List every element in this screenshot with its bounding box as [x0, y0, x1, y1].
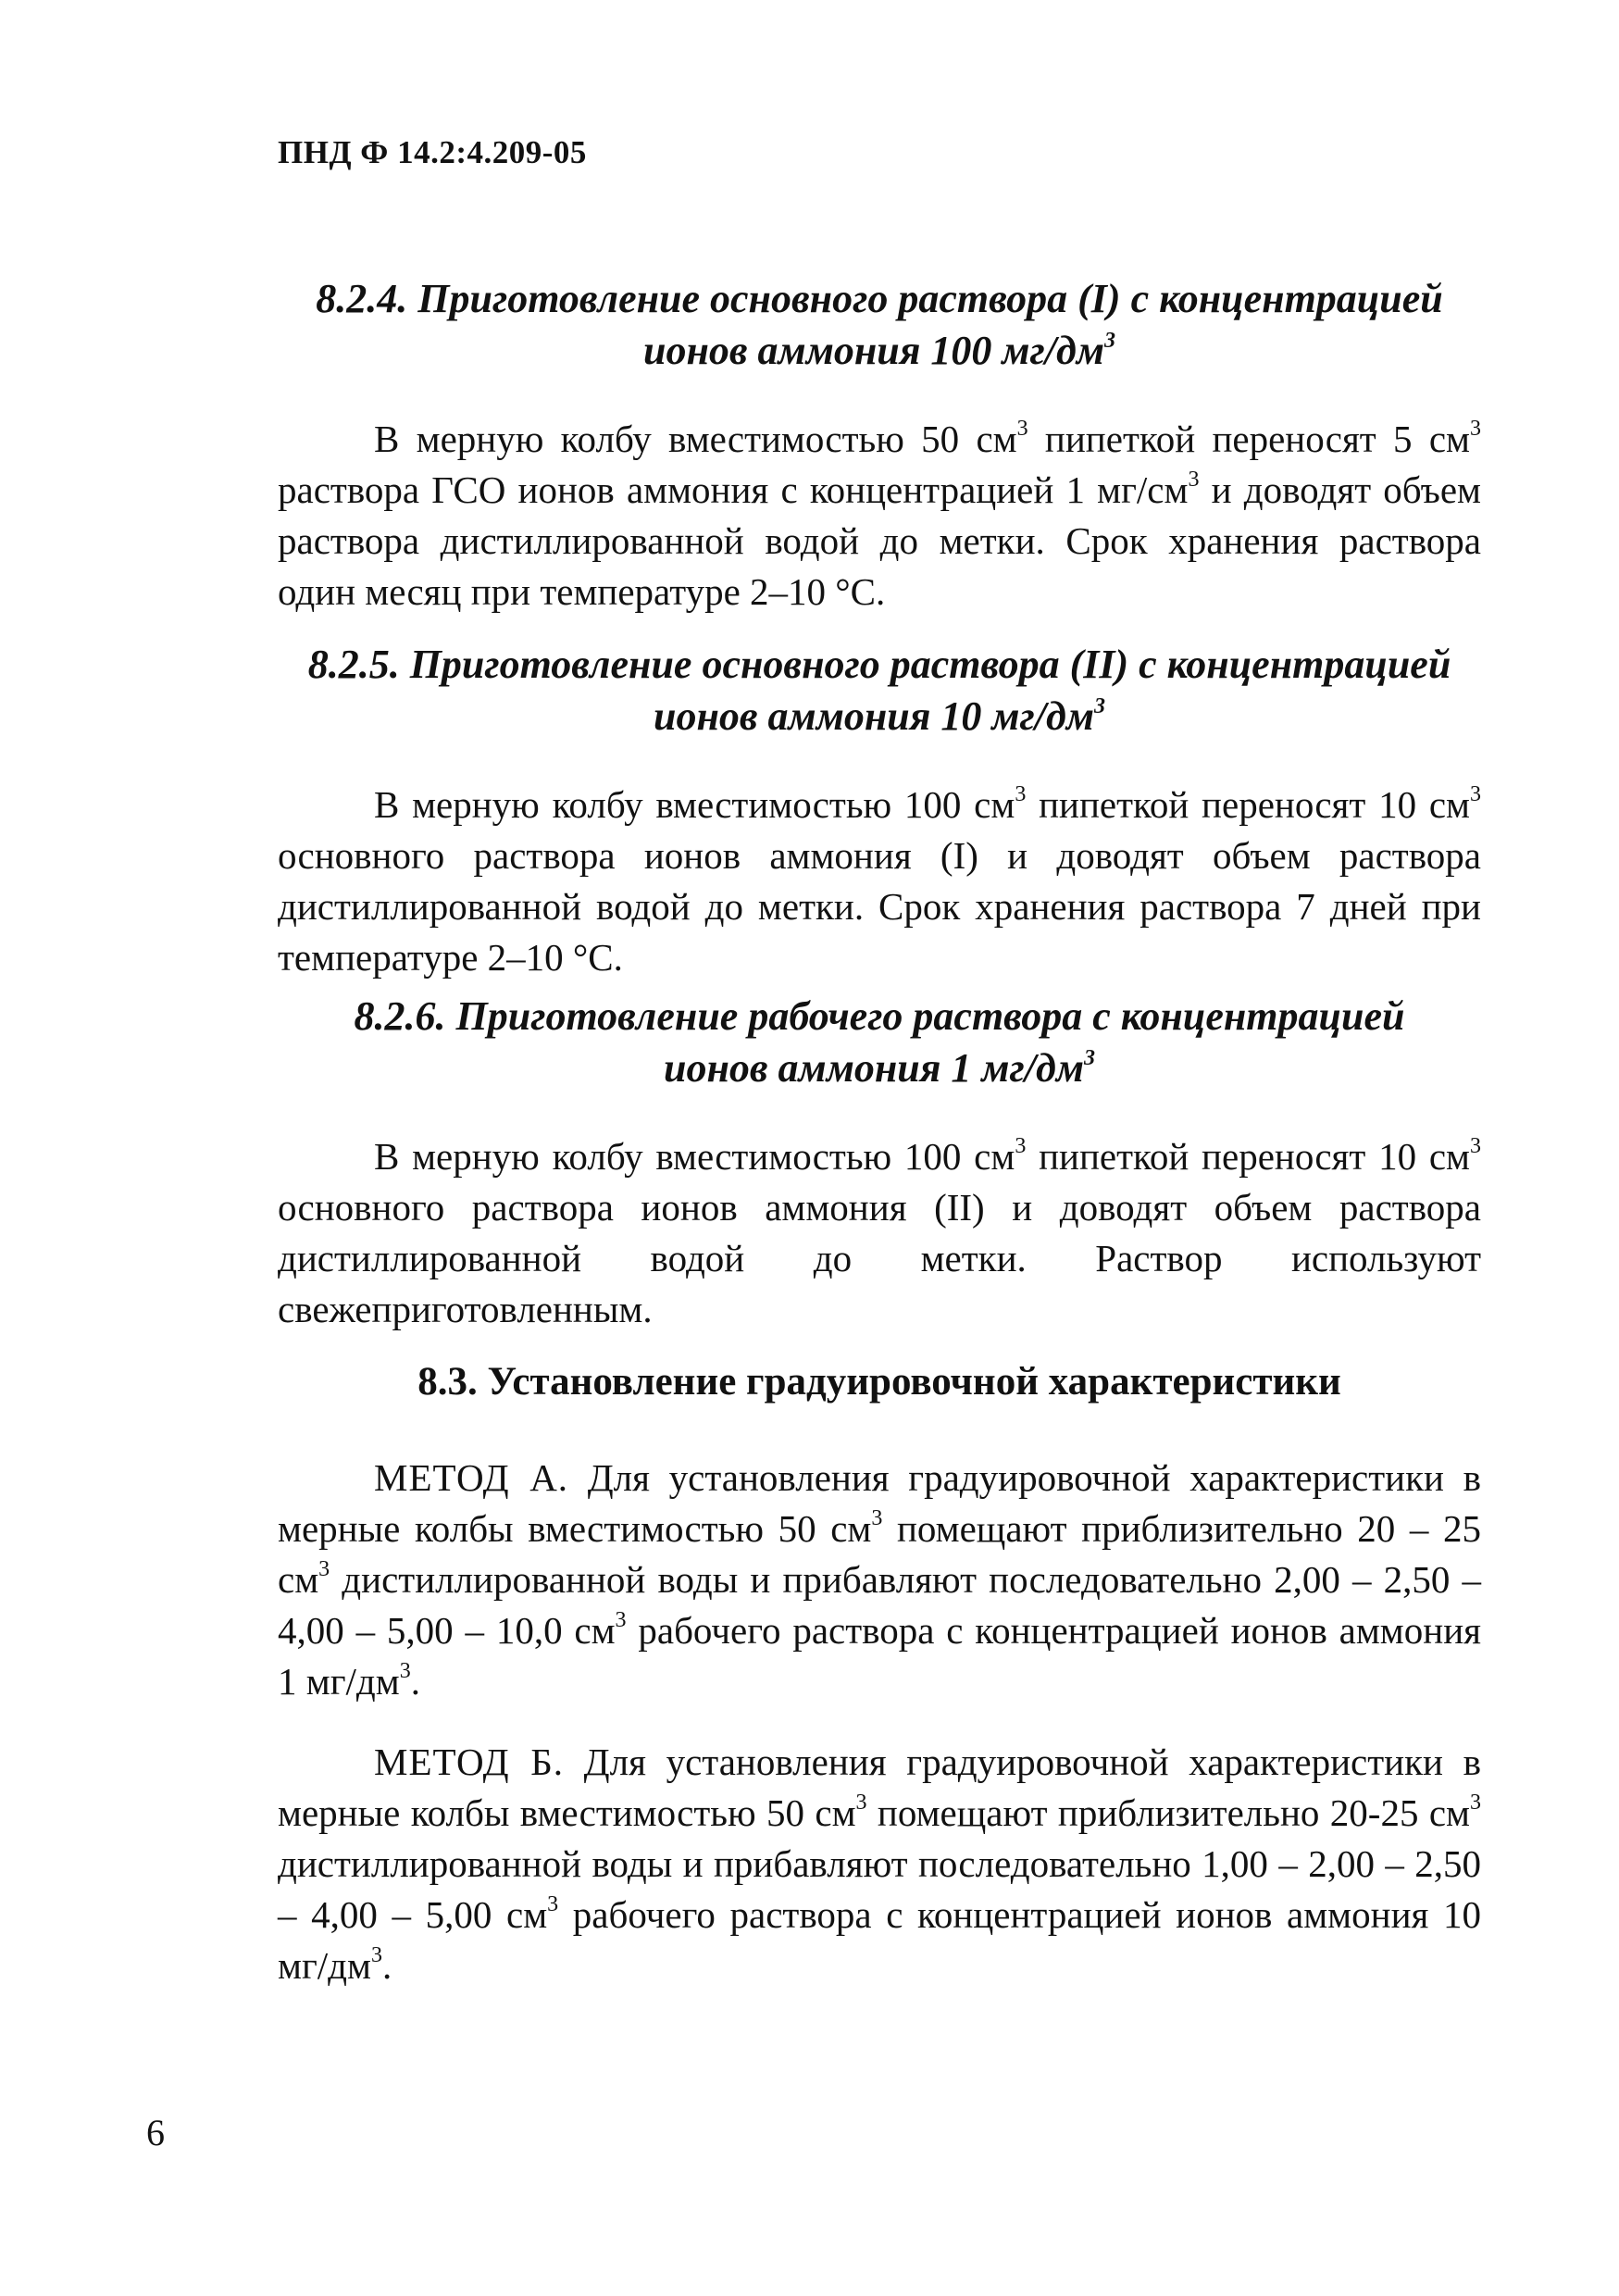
- section-heading: [278, 639, 1481, 742]
- document-code: ПНД Ф 14.2:4.209-05: [278, 134, 587, 170]
- text-run: и доводят объем раствора дистиллированной водой до метки. Срок хранения раствора один месяц при температуре 2–10 °С.: [278, 468, 1481, 613]
- section-number: 8.2.6.: [354, 993, 446, 1039]
- text-run: рабочего раствора с концентрацией ионов аммония 10 мг/дм: [278, 1893, 1481, 1987]
- superscript: 3: [1469, 1134, 1481, 1158]
- paragraph: [278, 780, 1481, 983]
- text-run: .: [381, 1944, 392, 1987]
- text-run: В мерную колбу вместимостью 100 см: [374, 783, 1015, 826]
- section-number: 8.2.4.: [316, 276, 408, 321]
- paragraph-method-a: [278, 1453, 1481, 1707]
- superscript: 3: [370, 1943, 382, 1967]
- section-heading: [278, 273, 1481, 377]
- section-8-2-5: [278, 639, 1481, 983]
- text-run: Для установления градуировочной характеристики в мерные колбы вместимостью 50 см: [278, 1456, 1481, 1550]
- text-run: дистиллированной воды и прибавляют последовательно 1,00 – 2,00 – 2,50 – 4,00 – 5,00 см: [278, 1842, 1481, 1936]
- text-run: В мерную колбу вместимостью 100 см: [374, 1135, 1015, 1178]
- section-number: 8.2.5.: [307, 642, 400, 687]
- text-run: помещают приблизительно 20 – 25 см: [278, 1507, 1481, 1601]
- text-run: Для установления градуировочной характеристики в мерные колбы вместимостью 50 см: [278, 1741, 1481, 1834]
- section-title-line1: Приготовление рабочего раствора с концентрацией: [455, 993, 1405, 1039]
- text-run: пипеткой переносят 10 см: [1026, 783, 1470, 826]
- text-run: дистиллированной воды и прибавляют последовательно 2,00 – 2,50 – 4,00 – 5,00 – 10,0 см: [278, 1558, 1481, 1652]
- text-run: основного раствора ионов аммония (I) и доводят объем раствора дистиллированной водой до метки. Срок хранения раствора 7 дней при температуре 2–10 °С.: [278, 834, 1481, 979]
- superscript: 3: [1015, 1134, 1027, 1158]
- text-run: раствора ГСО ионов аммония с концентрацией 1 мг/см: [278, 468, 1189, 511]
- section-8-2-4: [278, 273, 1481, 618]
- section-heading: [278, 991, 1481, 1094]
- section-heading: 8.3. Установление градуировочной характеристики: [417, 1360, 1341, 1404]
- superscript: 3: [1470, 417, 1481, 441]
- superscript: 3: [615, 1608, 627, 1632]
- superscript: 3: [871, 1506, 883, 1530]
- section-8-2-6: [278, 991, 1481, 1335]
- superscript: 3: [318, 1557, 330, 1581]
- superscript: 3: [1094, 694, 1105, 718]
- superscript: 3: [1469, 1791, 1481, 1815]
- section-title-line2: ионов аммония 100 мг/дм: [643, 328, 1104, 373]
- superscript: 3: [1016, 417, 1028, 441]
- superscript: 3: [399, 1659, 411, 1683]
- section-title-line2: ионов аммония 10 мг/дм: [654, 693, 1094, 739]
- superscript: 3: [1104, 329, 1115, 353]
- method-b-label: МЕТОД Б.: [374, 1741, 564, 1783]
- section-title-line1: Приготовление основного раствора (II) с концентрацией: [409, 642, 1451, 687]
- superscript: 3: [1084, 1046, 1095, 1070]
- superscript: 3: [1469, 782, 1481, 806]
- text-run: помещают приблизительно 20-25 см: [866, 1791, 1470, 1834]
- text-run: пипеткой переносят 5 см: [1027, 418, 1470, 460]
- method-a-label: МЕТОД А.: [374, 1456, 569, 1499]
- text-run: пипеткой переносят 10 см: [1026, 1135, 1470, 1178]
- text-run: рабочего раствора с концентрацией ионов аммония 1 мг/дм: [278, 1609, 1481, 1703]
- paragraph: [278, 1131, 1481, 1335]
- section-title-line2: ионов аммония 1 мг/дм: [664, 1045, 1084, 1091]
- paragraph: [278, 414, 1481, 618]
- section-8-3: [278, 1356, 1481, 1991]
- paragraph-method-b: [278, 1737, 1481, 1991]
- page-number: 6: [146, 2112, 165, 2153]
- text-run: В мерную колбу вместимостью 50 см: [374, 418, 1017, 460]
- superscript: 3: [1015, 782, 1027, 806]
- text-run: основного раствора ионов аммония (II) и доводят объем раствора дистиллированной водой до метки. Раствор используют свежеприготовленным.: [278, 1186, 1481, 1330]
- superscript: 3: [1188, 468, 1200, 492]
- superscript: 3: [547, 1892, 559, 1916]
- section-title-line1: Приготовление основного раствора (I) с концентрацией: [417, 276, 1443, 321]
- superscript: 3: [855, 1791, 867, 1815]
- text-run: .: [410, 1660, 420, 1703]
